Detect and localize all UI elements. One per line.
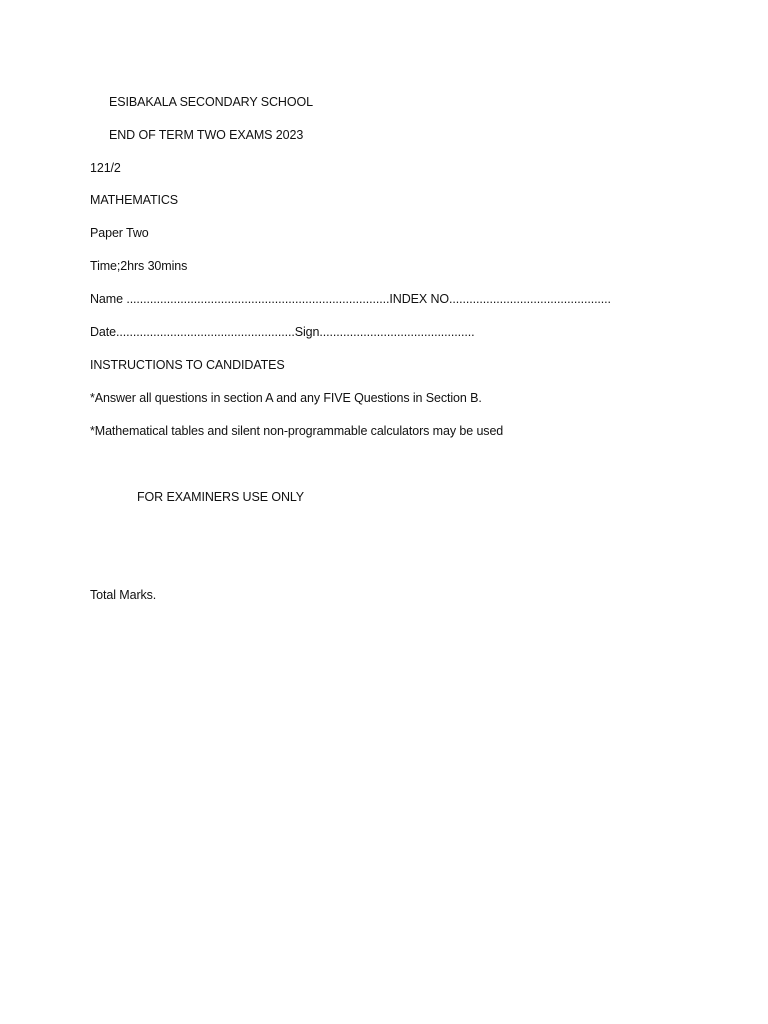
exam-time: Time;2hrs 30mins	[90, 259, 188, 273]
paper-number: Paper Two	[90, 226, 149, 240]
total-marks-label: Total Marks.	[90, 588, 157, 602]
school-name: ESIBAKALA SECONDARY SCHOOL	[109, 95, 313, 109]
paper-code: 121/2	[90, 161, 121, 175]
examiners-heading: FOR EXAMINERS USE ONLY	[137, 490, 305, 504]
instruction-item: *Mathematical tables and silent non-programmable calculators may be used	[90, 424, 504, 438]
subject: MATHEMATICS	[90, 193, 179, 207]
exam-title: END OF TERM TWO EXAMS 2023	[109, 128, 304, 142]
date-sign-line: Date.....................................................Sign..............................................	[90, 325, 475, 339]
instruction-item: *Answer all questions in section A and any FIVE Questions in Section B.	[90, 391, 482, 405]
name-index-line: Name ..............................................................................INDEX NO................................................	[90, 292, 611, 306]
instructions-heading: INSTRUCTIONS TO CANDIDATES	[90, 358, 285, 372]
